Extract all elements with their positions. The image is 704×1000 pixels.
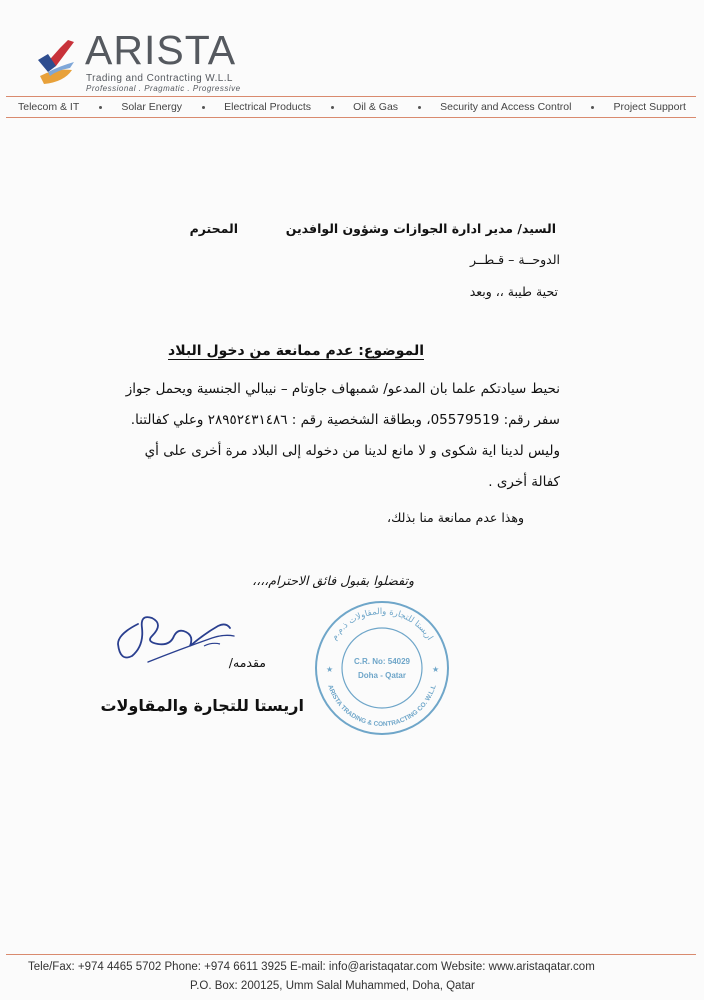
nav-item: Security and Access Control (440, 101, 572, 113)
nav-item: Telecom & IT (18, 101, 80, 113)
brand-subtitle: Trading and Contracting W.L.L (86, 73, 233, 84)
body-line: سفر رقم: 05579519، وبطاقة الشخصية رقم : ٢٨٩٥٢٤٣١٤٨٦ وعلي كفالتنا. (130, 412, 560, 428)
stamp-cr-number: C.R. No: 54029 (353, 657, 411, 666)
brand-tagline: Professional . Pragmatic . Progressive (86, 84, 241, 93)
star-icon: ★ (326, 665, 334, 674)
nav-item: Electrical Products (224, 101, 312, 113)
bullet-dot (331, 106, 334, 109)
closing-statement: وهذا عدم ممانعة منا بذلك، (387, 510, 524, 525)
brand-name: ARISTA (85, 27, 237, 73)
nav-item: Solar Energy (121, 101, 183, 113)
city-line: الدوحــة – قـطــر (470, 252, 560, 267)
stamp-ring-arabic: اريستا للتجارة والمقاولات ذ.م.م (329, 606, 435, 643)
company-name-arabic: اريستا للتجارة والمقاولات (100, 696, 304, 715)
nav-item: Project Support (613, 101, 686, 113)
bullet-dot (591, 106, 594, 109)
stamp-location: Doha - Qatar (357, 671, 407, 680)
company-stamp (312, 598, 452, 738)
stamp-ring-english: ARISTA TRADING & CONTRACTING CO. W.L.L (326, 683, 438, 729)
service-nav (18, 101, 686, 113)
footer-contact: Tele/Fax: +974 4465 5702 Phone: +974 6611 3925 E-mail: info@aristaqatar.com Website: www.aristaqatar.com (28, 961, 595, 973)
body-line: نحيط سيادتكم علما بان المدعو/ شمبهاف جاوتام – نيبالي الجنسية ويحمل جواز (125, 381, 560, 397)
respected-title: المحترم (189, 221, 238, 236)
letter-body (102, 374, 560, 498)
footer-rule (6, 954, 696, 955)
greeting: تحية طيبة ،، وبعد (469, 284, 558, 299)
closing-regards: وتفضلوا بقبول فائق الاحترام،،،، (252, 573, 414, 588)
header-rule-top (6, 96, 696, 97)
star-icon: ★ (432, 665, 440, 674)
arista-logo-icon (34, 32, 82, 92)
nav-item: Oil & Gas (353, 101, 399, 113)
addressee: السيد/ مدير ادارة الجوازات وشؤون الوافدين (285, 221, 556, 236)
header-rule-bottom (6, 117, 696, 118)
presenter-label: مقدمه/ (228, 655, 266, 670)
bullet-dot (99, 106, 102, 109)
subject-line: الموضوع: عدم ممانعة من دخول البلاد (168, 343, 424, 359)
footer-address: P.O. Box: 200125, Umm Salal Muhammed, Doha, Qatar (190, 980, 475, 992)
signature-icon (108, 606, 248, 676)
bullet-dot (202, 106, 205, 109)
body-line: وليس لدينا اية شكوى و لا مانع لدينا من دخوله إلى البلاد مرة أخرى على أي (144, 443, 560, 459)
body-line: كفالة أخرى . (488, 474, 560, 490)
bullet-dot (418, 106, 421, 109)
